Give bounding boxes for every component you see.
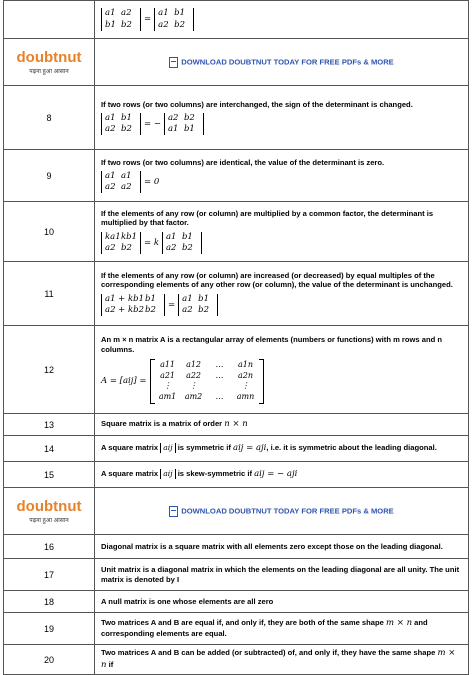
matrix: a11 a12 … a1n a21 a22 … a2n ⋮ ⋮ ⋮ am1 am2 … amn [150,359,264,404]
pdf-icon [169,506,178,517]
determinant: a1 b1 a2 b2 [154,8,194,30]
download-banner [4,39,469,86]
table-row: 8 If two rows (or two columns) are interchanged, the sign of the determinant is changed. a1 b1 a2 b2 = − a2 b2 a1 b1 [4,86,469,150]
formula-table [3,0,469,675]
table-row: a1 a2 b1 b2 = a1 b1 a2 b2 [4,1,469,39]
table-row: 19 Two matrices A and B are equal if, and only if, they are both of the same shape m × n and corresponding elements are equal. [4,613,469,645]
download-banner [4,488,469,535]
doubtnut-logo: doubtnut पढ़ना हुआ आसान [16,49,82,75]
table-row: 11 If the elements of any row (or column) are increased (or decreased) by equal multiples of the corresponding elements of any other row (or column), the value of the determinant is unchanged. a1 + kb1b1 a2 + kb2b2 = a1 b1 a2 b2 [4,262,469,326]
table-row: 17 Unit matrix is a diagonal matrix in which the elements on the leading diagonal are all unity. The unit matrix is denoted by I [4,559,469,591]
table-row: 15 A square matrix aij is skew-symmetric if aij = − aji [4,462,469,488]
document-page [3,0,469,675]
table-row: 16 Diagonal matrix is a square matrix with all elements zero except those on the leading diagonal. [4,535,469,559]
determinant: a1 a2 b1 b2 [101,8,141,30]
table-row: 14 A square matrix aij is symmetric if aij = aji, i.e. it is symmetric about the leading diagonal. [4,436,469,462]
table-row: 18 A null matrix is one whose elements are all zero [4,591,469,613]
table-row: 12 An m × n matrix A is a rectangular array of elements (numbers or functions) with m rows and n columns. A = [aij] = a11 a12 … a1n a21 a22 … a2n ⋮ ⋮ ⋮ am1 am2 … amn [4,326,469,414]
table-row: 20 Two matrices A and B can be added (or subtracted) of, and only if, they have the same shape m × n if [4,645,469,675]
pdf-icon [169,57,178,68]
table-row: 13 Square matrix is a matrix of order n × n [4,414,469,436]
table-row: 9 If two rows (or two columns) are identical, the value of the determinant is zero. a1 a1 a2 a2 = 0 [4,150,469,202]
table-row: 10 If the elements of any row (or column) are multiplied by a common factor, the determinant is multiplied by that factor. ka1kb1 a2 b2 = k a1 b1 a2 b2 [4,202,469,262]
doubtnut-logo: doubtnut पढ़ना हुआ आसान [16,498,82,524]
download-link[interactable]: DOWNLOAD DOUBTNUT TODAY FOR FREE PDFs & MORE [101,57,462,68]
download-link[interactable]: DOWNLOAD DOUBTNUT TODAY FOR FREE PDFs & MORE [101,506,462,517]
